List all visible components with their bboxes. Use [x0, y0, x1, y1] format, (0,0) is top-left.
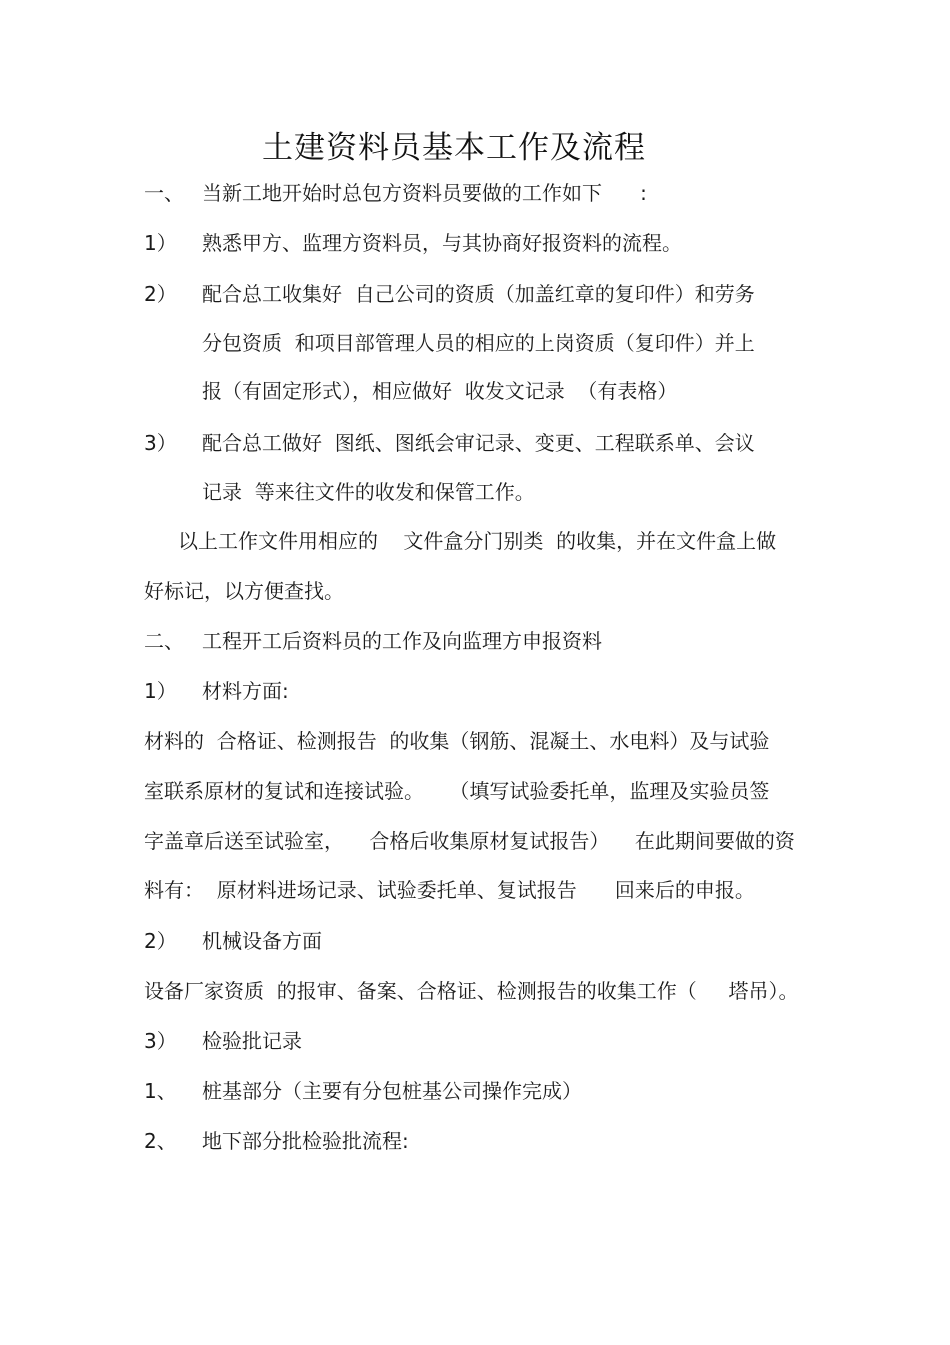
- s1-item-1-marker: 1）: [144, 231, 177, 255]
- s2-item-1-line-4: 料有： 原材料进场记录、试验委托单、复试报告 回来后的申报。: [144, 878, 755, 902]
- section-2-heading: 工程开工后资料员的工作及向监理方申报资料: [202, 629, 602, 653]
- s2-item-1-line-3: 字盖章后送至试验室， 合格后收集原材复试报告） 在此期间要做的资: [144, 829, 795, 853]
- s2-subitem-2-text: 地下部分批检验批流程:: [202, 1129, 409, 1153]
- document-title: 土建资料员基本工作及流程: [262, 130, 646, 166]
- s2-subitem-1-text: 桩基部分（主要有分包桩基公司操作完成）: [202, 1079, 582, 1103]
- section-1-marker: 一、: [144, 181, 184, 205]
- s1-item-3-line-1: 配合总工做好 图纸、图纸会审记录、变更、工程联系单、会议: [202, 431, 755, 455]
- s1-item-3-line-2: 记录 等来往文件的收发和保管工作。: [202, 480, 535, 504]
- s2-item-2-heading: 机械设备方面: [202, 929, 322, 953]
- s2-item-1-marker: 1）: [144, 679, 177, 703]
- s1-item-2-marker: 2）: [144, 282, 177, 306]
- s2-item-2-marker: 2）: [144, 929, 177, 953]
- s1-item-2-line-2: 分包资质 和项目部管理人员的相应的上岗资质（复印件）并上: [202, 331, 755, 355]
- s1-item-1-line-1: 熟悉甲方、监理方资料员，与其协商好报资料的流程。: [202, 231, 682, 255]
- s1-item-2-line-1: 配合总工收集好 自己公司的资质（加盖红章的复印件）和劳务: [202, 282, 755, 306]
- s2-subitem-1-marker: 1、: [144, 1079, 177, 1103]
- s1-item-3-marker: 3）: [144, 431, 177, 455]
- s2-subitem-2-marker: 2、: [144, 1129, 177, 1153]
- s1-note-line-2: 好标记，以方便查找。: [144, 579, 344, 603]
- s2-item-1-line-2: 室联系原材的复试和连接试验。 （填写试验委托单，监理及实验员签: [144, 779, 770, 803]
- section-1-heading: 当新工地开始时总包方资料员要做的工作如下 :: [202, 181, 647, 205]
- s1-item-2-line-3: 报（有固定形式），相应做好 收发文记录 （有表格）: [202, 379, 678, 403]
- s2-item-1-line-1: 材料的 合格证、检测报告 的收集（钢筋、混凝土、水电料）及与试验: [144, 729, 770, 753]
- s2-item-3-heading: 检验批记录: [202, 1029, 302, 1053]
- s2-item-2-line-1: 设备厂家资质 的报审、备案、合格证、检测报告的收集工作（ 塔吊）。: [144, 979, 799, 1003]
- section-2-marker: 二、: [144, 629, 184, 653]
- s2-item-3-marker: 3）: [144, 1029, 177, 1053]
- s2-item-1-heading: 材料方面:: [202, 679, 289, 703]
- s1-note-line-1: 以上工作文件用相应的 文件盒分门别类 的收集，并在文件盒上做: [178, 529, 777, 553]
